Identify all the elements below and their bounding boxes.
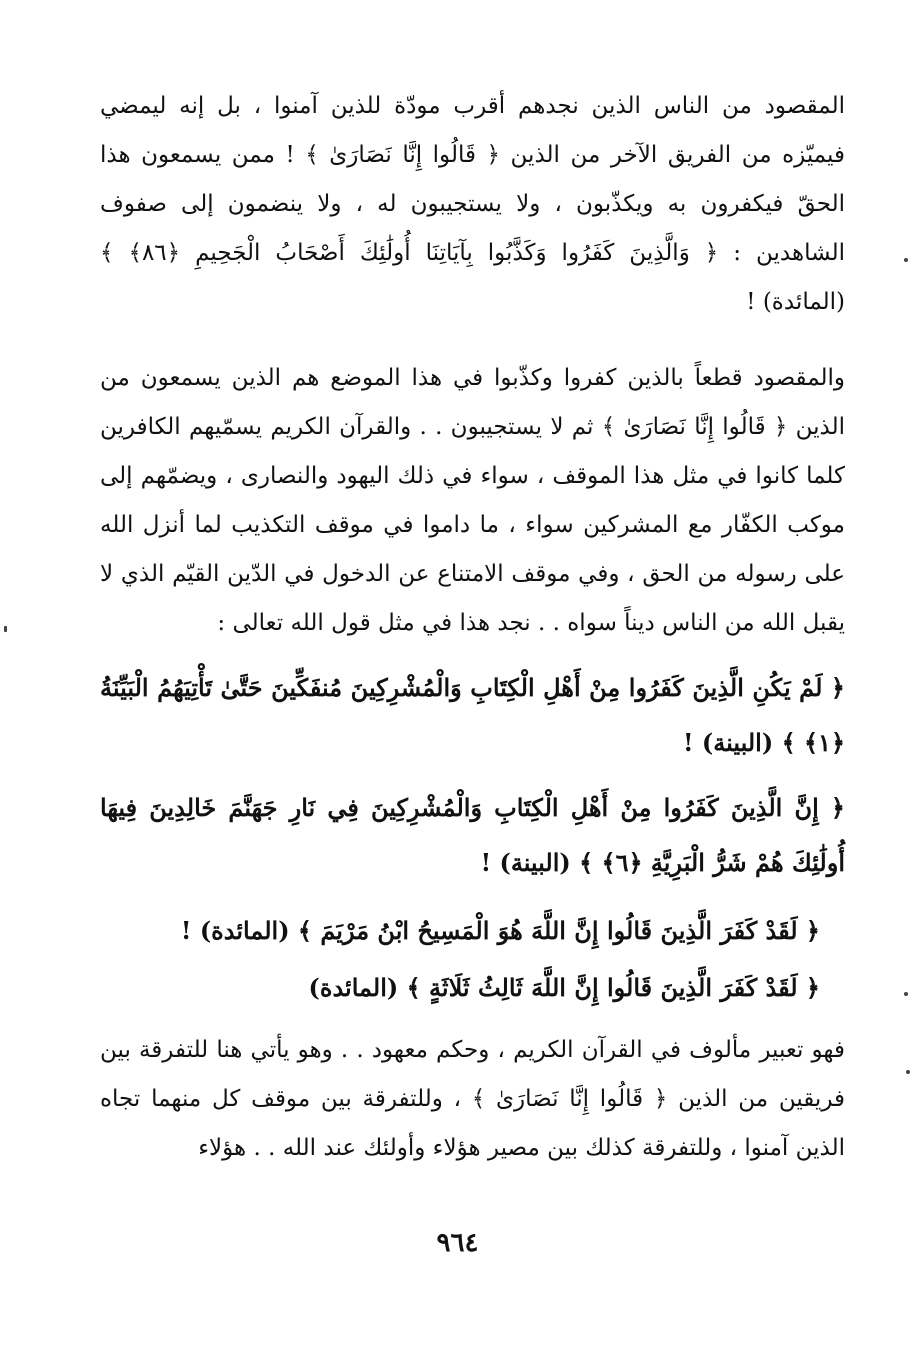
scan-mark [906, 1070, 910, 1074]
quran-verse-maida-thalith: ﴿ لَقَدْ كَفَرَ الَّذِينَ قَالُوا إِنَّ اللَّهَ ثَالِثُ ثَلَاثَةٍ ﴾ (المائدة) [308, 973, 820, 1002]
quran-verse-bayyina-6: ﴿ إِنَّ الَّذِينَ كَفَرُوا مِنْ أَهْلِ الْكِتَابِ وَالْمُشْرِكِينَ فِي نَارِ جَهَنَّمَ خَالِدِينَ فِيهَا أُولَٰئِكَ هُمْ شَرُّ الْبَرِيَّةِ ﴿٦﴾ ﴾ (البينة) ! [100, 793, 845, 877]
paragraph-2: والمقصود قطعاً بالذين كفروا وكذّبوا في هذا الموضع هم الذين يسمعون من الذين ﴿ قَالُوا إِنَّا نَصَارَىٰ ﴾ ثم لا يستجيبون . . والقرآن الكريم يسمّيهم الكافرين كلما كانوا في مثل هذا الموقف ، سواء في ذلك اليهود والنصارى ، ويضمّهم إلى موكب الكفّار مع المشركين سواء ، ما داموا في موقف التكذيب لما أنزل الله على رسوله من الحق ، وفي موقف الامتناع عن الدخول في الدّين القيّم الذي لا يقبل الله من الناس ديناً سواه . . نجد هذا في مثل قول الله تعالى : [100, 365, 845, 636]
scan-mark [904, 992, 908, 996]
paragraph-3: فهو تعبير مألوف في القرآن الكريم ، وحكم معهود . . وهو يأتي هنا للتفرقة بين فريقين من الذين ﴿ قَالُوا إِنَّا نَصَارَىٰ ﴾ ، وللتفرقة بين موقف كل منهما تجاه الذين آمنوا ، وللتفرقة كذلك بين مصير هؤلاء وأولئك عند الله . . هؤلاء [100, 1037, 845, 1161]
quran-verse-maida-masih: ﴿ لَقَدْ كَفَرَ الَّذِينَ قَالُوا إِنَّ اللَّهَ هُوَ الْمَسِيحُ ابْنُ مَرْيَمَ ﴾ (المائدة) ! [180, 916, 820, 945]
quran-verse-bayyina-1: ﴿ لَمْ يَكُنِ الَّذِينَ كَفَرُوا مِنْ أَهْلِ الْكِتَابِ وَالْمُشْرِكِينَ مُنفَكِّينَ حَتَّىٰ تَأْتِيَهُمُ الْبَيِّنَةُ ﴿١﴾ ﴾ (البينة) ! [100, 673, 845, 757]
paragraph-1: المقصود من الناس الذين نجدهم أقرب مودّة للذين آمنوا ، بل إنه ليمضي فيميّزه من الفريق الآخر من الذين ﴿ قَالُوا إِنَّا نَصَارَىٰ ﴾ ! ممن يسمعون هذا الحقّ فيكفرون به ويكذّبون ، ولا يستجيبون له ، ولا ينضمون إلى صفوف الشاهدين : ﴿ وَالَّذِينَ كَفَرُوا وَكَذَّبُوا بِآيَاتِنَا أُولَٰئِكَ أَصْحَابُ الْجَحِيمِ ﴿٨٦﴾ ﴾ (المائدة) ! [100, 93, 845, 315]
scan-mark [904, 258, 908, 262]
page-number: ٩٦٤ [436, 1228, 479, 1258]
scan-mark [4, 626, 7, 632]
